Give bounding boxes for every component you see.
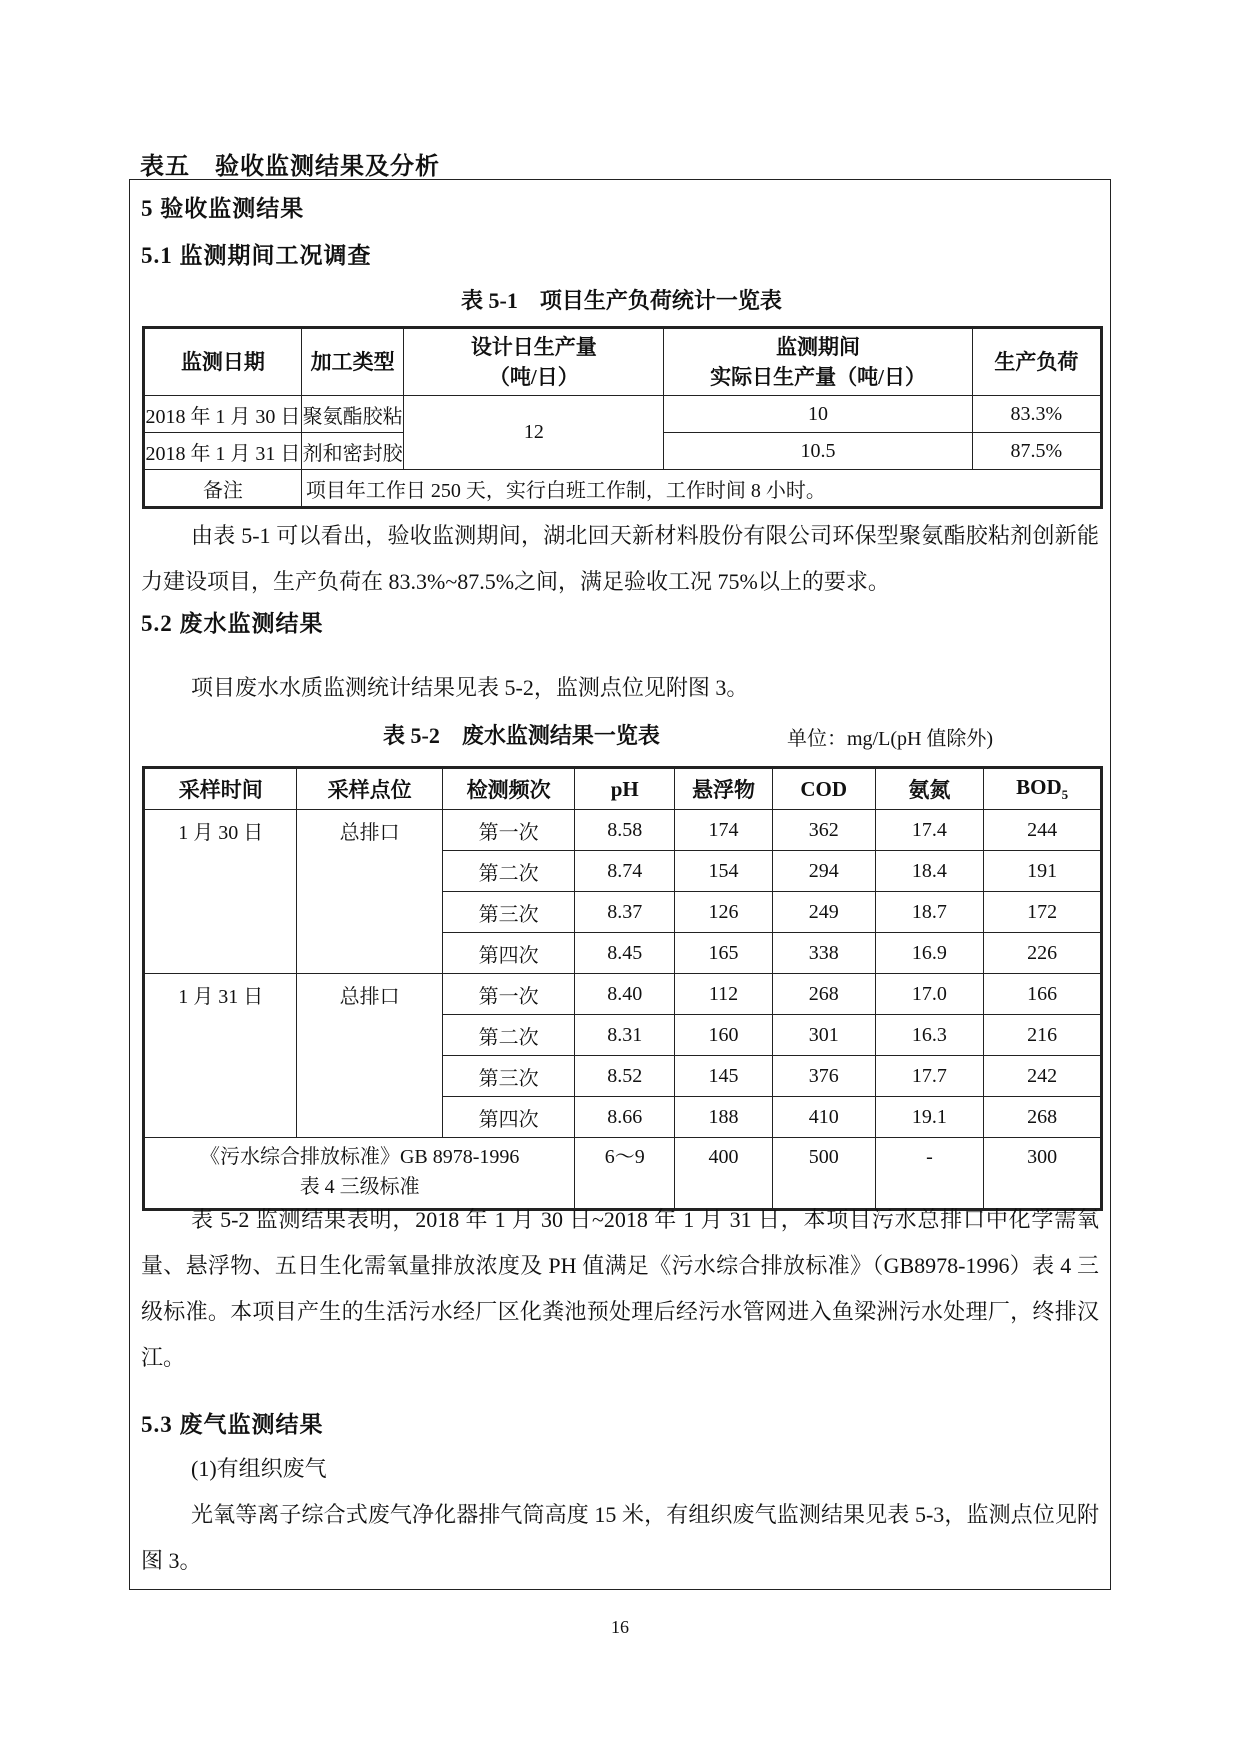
cell-cod: 301 [772,1015,875,1056]
cell-ph: 8.40 [575,974,675,1015]
cell-frequency: 第四次 [442,1097,575,1138]
cell-frequency: 第三次 [442,1056,575,1097]
header-process-type: 加工类型 [301,328,403,396]
header-bod-text: BOD [1016,774,1062,799]
cell-type: 聚氨酯胶粘 [301,396,403,433]
cell-frequency: 第二次 [442,1015,575,1056]
page-header: 表五 验收监测结果及分析 [140,154,440,180]
header-ammonia-nitrogen: 氨氮 [875,768,984,810]
standard-ss: 400 [675,1138,773,1210]
cell-ss: 112 [675,974,773,1015]
cell-bod5: 191 [984,851,1102,892]
section-5-title: 5 验收监测结果 [141,196,305,221]
cell-cod: 294 [772,851,875,892]
header-suspended-solids: 悬浮物 [675,768,773,810]
cell-cod: 268 [772,974,875,1015]
header-design-output-line2: （吨/日） [488,365,579,389]
cell-nh3n: 18.4 [875,851,984,892]
header-cod: COD [772,768,875,810]
cell-bod5: 172 [984,892,1102,933]
section-5-3-title: 5.3 废气监测结果 [141,1412,324,1437]
cell-ph: 8.74 [575,851,675,892]
section-5-2-title: 5.2 废水监测结果 [141,611,324,636]
table-row [144,810,1102,851]
cell-date: 2018 年 1 月 30 日 [144,396,302,433]
production-load-table [142,326,1103,509]
cell-ss: 126 [675,892,773,933]
cell-frequency: 第二次 [442,851,575,892]
header-design-output-line1: 设计日生产量 [470,335,597,359]
header-production-load: 生产负荷 [972,328,1101,396]
cell-ss: 165 [675,933,773,974]
cell-frequency: 第一次 [442,810,575,851]
note-label: 备注 [144,470,302,508]
table-5-2-caption: 表 5-2 废水监测结果一览表 [383,723,660,748]
cell-bod5: 242 [984,1056,1102,1097]
cell-date: 2018 年 1 月 31 日 [144,433,302,470]
cell-load: 83.3% [972,396,1101,433]
section-5-2-paragraph: 表 5-2 监测结果表明，2018 年 1 月 30 日~2018 年 1 月 31 日，本项目污水总排口中化学需氧量、悬浮物、五日生化需氧量排放浓度及 PH 值满足《污水综合排放标准》（GB8978-1996）表 4 三级标准。本项目产生的生活污水经厂区化粪池预处理后经污水管网进入鱼梁洲污水处理厂，终排汉江。 [141,1207,1099,1370]
cell-sampling-date: 1 月 31 日 [144,974,297,1138]
standard-name-line2: 表 4 三级标准 [299,1176,420,1198]
cell-cod: 249 [772,892,875,933]
cell-ss: 145 [675,1056,773,1097]
header-monitor-date: 监测日期 [144,328,302,396]
cell-nh3n: 17.7 [875,1056,984,1097]
section-5-3-paragraph: 光氧等离子综合式废气净化器排气筒高度 15 米，有组织废气监测结果见表 5-3，监测点位见附图 3。 [141,1502,1099,1573]
cell-sampling-point: 总排口 [297,974,442,1138]
section-5-2-intro: 项目废水水质监测统计结果见表 5-2，监测点位见附图 3。 [191,675,749,700]
header-bod-subscript: 5 [1061,787,1069,803]
cell-ss: 154 [675,851,773,892]
cell-design-output: 12 [404,396,664,470]
cell-ss: 174 [675,810,773,851]
cell-frequency: 第四次 [442,933,575,974]
cell-cod: 376 [772,1056,875,1097]
cell-type: 剂和密封胶 [301,433,403,470]
page-number: 16 [611,1617,629,1637]
table-header-row [144,768,1102,810]
cell-nh3n: 18.7 [875,892,984,933]
standard-cod: 500 [772,1138,875,1210]
cell-cod: 410 [772,1097,875,1138]
header-sampling-time: 采样时间 [144,768,297,810]
cell-bod5: 268 [984,1097,1102,1138]
cell-nh3n: 19.1 [875,1097,984,1138]
standard-nh3n: - [875,1138,984,1210]
header-actual-output-line2: 实际日生产量（吨/日） [710,365,926,389]
cell-frequency: 第一次 [442,974,575,1015]
wastewater-results-table [142,766,1103,1211]
cell-load: 87.5% [972,433,1101,470]
header-frequency: 检测频次 [442,768,575,810]
cell-actual-output: 10.5 [664,433,972,470]
cell-frequency: 第三次 [442,892,575,933]
standard-bod5: 300 [984,1138,1102,1210]
table-row [144,974,1102,1015]
standard-ph: 6～9 [575,1138,675,1210]
section-5-1-title: 5.1 监测期间工况调查 [141,243,372,268]
cell-nh3n: 16.9 [875,933,984,974]
cell-sampling-point: 总排口 [297,810,442,974]
cell-ph: 8.66 [575,1097,675,1138]
cell-cod: 338 [772,933,875,974]
note-text: 项目年工作日 250 天，实行白班工作制，工作时间 8 小时。 [301,470,1101,508]
cell-ph: 8.58 [575,810,675,851]
cell-nh3n: 17.0 [875,974,984,1015]
cell-bod5: 166 [984,974,1102,1015]
header-bod5 [984,768,1102,810]
cell-actual-output: 10 [664,396,972,433]
standard-name-line1: 《污水综合排放标准》GB 8978-1996 [199,1146,520,1168]
table-5-2-unit: 单位：mg/L(pH 值除外) [787,728,994,750]
table-5-1-caption: 表 5-1 项目生产负荷统计一览表 [461,288,782,313]
header-actual-output-line1: 监测期间 [776,335,861,359]
cell-ss: 160 [675,1015,773,1056]
cell-bod5: 226 [984,933,1102,974]
header-ph: pH [575,768,675,810]
cell-bod5: 216 [984,1015,1102,1056]
header-design-output [404,328,664,396]
cell-ph: 8.37 [575,892,675,933]
header-sampling-point: 采样点位 [297,768,442,810]
cell-ph: 8.52 [575,1056,675,1097]
section-5-1-paragraph: 由表 5-1 可以看出，验收监测期间，湖北回天新材料股份有限公司环保型聚氨酯胶粘剂创新能力建设项目，生产负荷在 83.3%~87.5%之间，满足验收工况 75%以上的要求。 [141,523,1099,594]
table-header-row [144,328,1102,396]
cell-nh3n: 16.3 [875,1015,984,1056]
table-note-row [144,470,1102,508]
header-actual-output [664,328,972,396]
cell-ph: 8.45 [575,933,675,974]
cell-sampling-date: 1 月 30 日 [144,810,297,974]
section-5-3-subtitle: (1)有组织废气 [191,1456,327,1481]
cell-ss: 188 [675,1097,773,1138]
cell-ph: 8.31 [575,1015,675,1056]
cell-cod: 362 [772,810,875,851]
table-row [144,396,1102,433]
cell-bod5: 244 [984,810,1102,851]
cell-nh3n: 17.4 [875,810,984,851]
